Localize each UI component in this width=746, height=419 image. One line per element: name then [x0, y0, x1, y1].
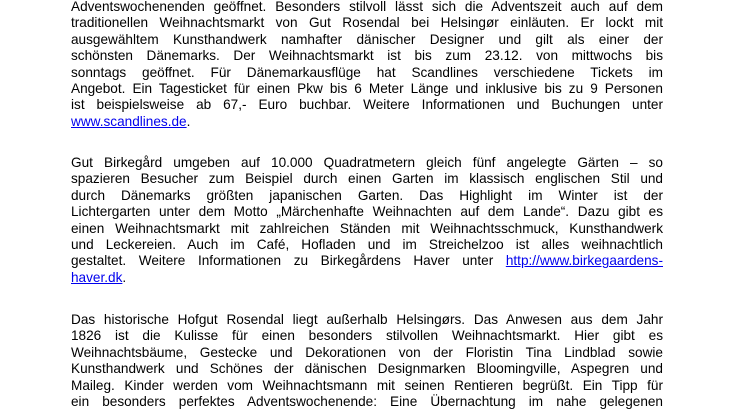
link-line — [71, 114, 663, 130]
text-line: Adventswochenenden geöffnet. Besonders stilvoll lässt sich die Adventszeit auch auf dem — [71, 0, 663, 14]
text-line: Angebot. Ein Tagesticket für einen Pkw bis 6 Meter Länge und inklusive bis zu 9 Personen — [71, 81, 663, 97]
paragraph-rosendal — [71, 312, 663, 410]
paragraph-scandlines — [71, 0, 663, 130]
text-line: Kunsthandwerk und Schönes der dänischen Designmarken Bloomingville, Aspegren und — [71, 361, 663, 377]
text-line: ausgewähltem Kunsthandwerk namhafter dänischer Designer und gilt als einer der — [71, 31, 663, 47]
text-line: durch Dänemarks größten japanischen Garten. Das Highlight im Winter ist der — [71, 187, 663, 203]
link-trailing-text: . — [186, 113, 191, 129]
text-line: Weihnachtsbäume, Gestecke und Dekorationen von der Floristin Tina Lindblad sowie — [71, 344, 663, 360]
text-line — [71, 253, 663, 269]
line-text: gestaltet. Weitere Informationen zu Birkegårdens Haver unter — [71, 253, 506, 269]
text-line: Maileg. Kinder werden vom Weihnachtsmann mit seinen Rentieren begrüßt. Ein Tipp für — [71, 377, 663, 393]
text-line: Das historische Hofgut Rosendal liegt außerhalb Helsingørs. Das Anwesen aus dem Jahr — [71, 312, 663, 327]
birkegaardens-link[interactable]: http://www.birkegaardens- — [505, 253, 663, 269]
text-line: 1826 ist die Kulisse für einen besonders stilvollen Weihnachtsmarkt. Hier gibt es — [71, 328, 663, 344]
text-line: ein besonders perfektes Adventswochenende: Eine Übernachtung im nahe gelegenen — [71, 394, 663, 410]
scandlines-link[interactable]: www.scandlines.de — [71, 113, 187, 129]
text-line: traditionellen Weihnachtsmarkt von Gut Rosendal bei Helsingør einläuten. Er lockt mit — [71, 15, 663, 31]
text-line: Gut Birkegård umgeben auf 10.000 Quadratmetern gleich fünf angelegte Gärten – so — [71, 155, 663, 170]
paragraph-birkegaard — [71, 155, 663, 286]
text-line: ist beispielsweise ab 67,- Euro buchbar. Weitere Informationen und Buchungen unter — [71, 97, 663, 113]
link-line — [71, 270, 663, 286]
birkegaardens-link-cont[interactable]: haver.dk — [71, 269, 123, 285]
text-line: spazieren Besucher zum Beispiel durch einen Garten im klassisch englischen Stil und — [71, 171, 663, 187]
text-line: Lichtergarten unter dem Motto „Märchenhafte Weihnachten auf dem Lande“. Dazu gibt es — [71, 204, 663, 220]
text-line: sonntags geöffnet. Für Dänemarkausflüge hat Scandlines verschiedene Tickets im — [71, 64, 663, 80]
link-trailing-text: . — [122, 269, 127, 285]
text-line: einen Weihnachtsmarkt mit zahlreichen Ständen mit Weihnachtsschmuck, Kunsthandwerk — [71, 220, 663, 236]
text-line: schönsten Dänemarks. Der Weihnachtsmarkt ist bis zum 23.12. von mittwochs bis — [71, 48, 663, 64]
text-line: und Leckereien. Auch im Café, Hofladen und im Streichelzoo ist alles weihnachtlich — [71, 237, 663, 253]
